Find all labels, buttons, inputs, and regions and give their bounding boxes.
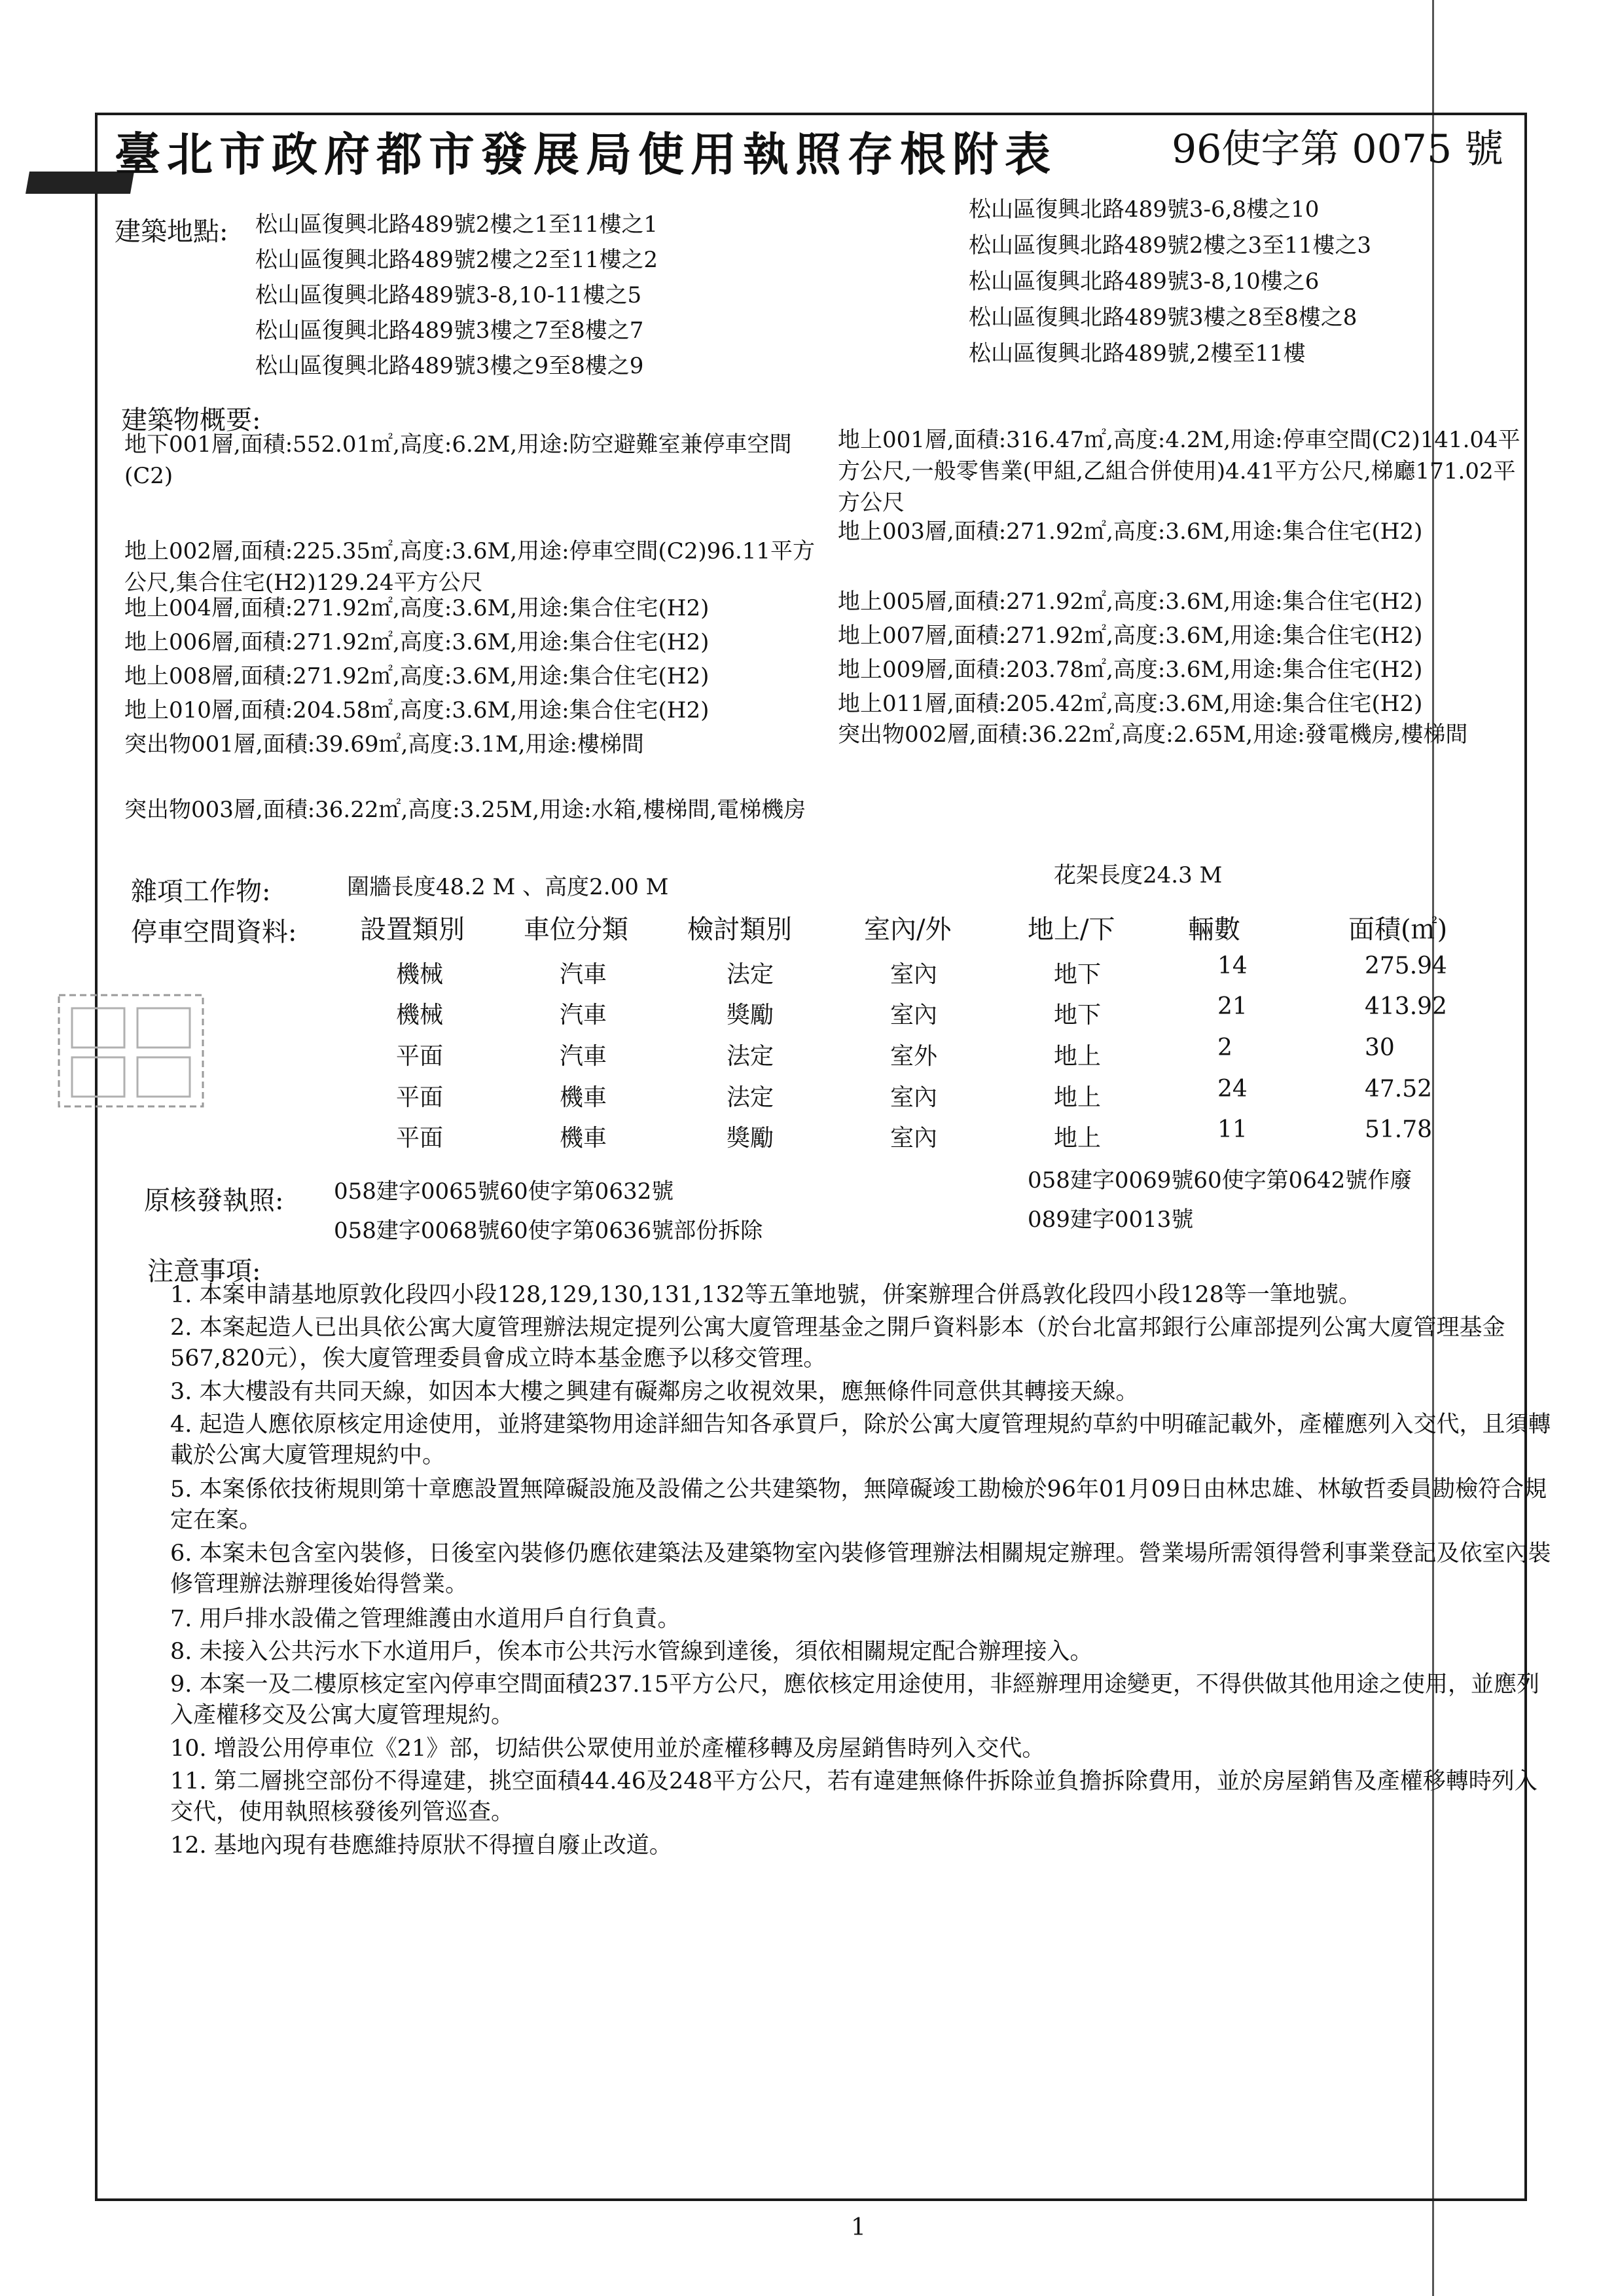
parking-header-count: 輛數 xyxy=(1188,915,1240,945)
note-item: 6. 本案未包含室內裝修，日後室內裝修仍應依建築法及建築物室內裝修管理辦法相關規定辦理。營業場所需領得營利事業登記及依室內裝修管理辦法辦理後始得營業。 xyxy=(170,1540,1551,1597)
parking-cell: 機車 xyxy=(560,1125,607,1152)
location-right-3: 松山區復興北路489號3-8,10樓之6 xyxy=(969,268,1320,295)
original-item-2: 058建字0069號60使字第0642號作廢 xyxy=(1028,1167,1412,1194)
parking-cell: 平面 xyxy=(396,1125,444,1152)
location-label: 建築地點: xyxy=(115,217,228,247)
permit-number: 96使字第 0075 號 xyxy=(1172,126,1504,172)
overview-1f: 地上001層,面積:316.47㎡,高度:4.2M,用途:停車空間(C2)141.04平方公尺,一般零售業(甲組,乙組合併使用)4.41平方公尺,梯廳171.02平方公尺 xyxy=(838,427,1520,516)
location-left-1: 松山區復興北路489號2樓之1至11樓之1 xyxy=(255,211,658,238)
parking-cell: 獎勵 xyxy=(727,1002,774,1029)
parking-cell: 24 xyxy=(1217,1076,1248,1102)
parking-cell: 法定 xyxy=(727,961,774,988)
parking-header-area: 面積(㎡) xyxy=(1348,915,1448,945)
misc-wall: 圍牆長度48.2 M 、高度2.00 M xyxy=(347,874,669,900)
parking-cell: 機車 xyxy=(560,1084,607,1111)
parking-cell: 2 xyxy=(1217,1034,1232,1061)
original-item-3: 058建字0068號60使字第0636號部份拆除 xyxy=(334,1218,763,1244)
location-right-1: 松山區復興北路489號3-6,8樓之10 xyxy=(969,196,1320,223)
overview-3f: 地上003層,面積:271.92㎡,高度:3.6M,用途:集合住宅(H2) xyxy=(838,519,1423,545)
misc-trellis: 花架長度24.3 M xyxy=(1054,862,1223,888)
overview-6f: 地上006層,面積:271.92㎡,高度:3.6M,用途:集合住宅(H2) xyxy=(124,629,710,655)
parking-cell: 413.92 xyxy=(1365,993,1447,1020)
overview-4f: 地上004層,面積:271.92㎡,高度:3.6M,用途:集合住宅(H2) xyxy=(124,595,710,621)
parking-cell: 地下 xyxy=(1054,961,1102,988)
overview-11f: 地上011層,面積:205.42㎡,高度:3.6M,用途:集合住宅(H2) xyxy=(838,691,1423,717)
note-item: 9. 本案一及二樓原核定室內停車空間面積237.15平方公尺，應依核定用途使用，非經辦理用途變更，不得供做其他用途之使用，並應列入產權移交及公寓大廈管理規約。 xyxy=(170,1671,1539,1728)
parking-header-type: 設置類別 xyxy=(360,915,465,945)
parking-cell: 地下 xyxy=(1054,1002,1102,1029)
location-left-2: 松山區復興北路489號2樓之2至11樓之2 xyxy=(255,247,658,273)
location-right-4: 松山區復興北路489號3樓之8至8樓之8 xyxy=(969,304,1357,331)
overview-roof3: 突出物003層,面積:36.22㎡,高度:3.25M,用途:水箱,樓梯間,電梯機房 xyxy=(124,797,806,823)
note-item: 7. 用戶排水設備之管理維護由水道用戶自行負責。 xyxy=(170,1606,681,1632)
original-item-4: 089建字0013號 xyxy=(1028,1207,1194,1233)
original-label: 原核發執照: xyxy=(144,1186,284,1216)
parking-cell: 平面 xyxy=(396,1084,444,1111)
note-item: 10. 增設公用停車位《21》部，切結供公眾使用並於產權移轉及房屋銷售時列入交代。 xyxy=(170,1736,1045,1762)
parking-cell: 機械 xyxy=(396,1002,444,1029)
parking-cell: 法定 xyxy=(727,1084,774,1111)
parking-cell: 21 xyxy=(1217,993,1248,1020)
parking-cell: 室內 xyxy=(890,1125,938,1152)
location-right-2: 松山區復興北路489號2樓之3至11樓之3 xyxy=(969,232,1372,259)
parking-cell: 14 xyxy=(1217,953,1248,979)
parking-cell: 汽車 xyxy=(560,961,607,988)
parking-cell: 室內 xyxy=(890,961,938,988)
parking-cell: 地上 xyxy=(1054,1084,1102,1111)
note-item: 4. 起造人應依原核定用途使用，並將建築物用途詳細告知各承買戶，除於公寓大廈管理規約草約中明確記載外，產權應列入交代，且須轉載於公寓大廈管理規約中。 xyxy=(170,1412,1551,1468)
overview-roof2: 突出物002層,面積:36.22㎡,高度:2.65M,用途:發電機房,樓梯間 xyxy=(838,721,1468,748)
parking-cell: 地上 xyxy=(1054,1043,1102,1070)
parking-cell: 275.94 xyxy=(1365,953,1447,979)
overview-10f: 地上010層,面積:204.58㎡,高度:3.6M,用途:集合住宅(H2) xyxy=(124,697,710,723)
location-left-3: 松山區復興北路489號3-8,10-11樓之5 xyxy=(255,282,642,308)
parking-header-review: 檢討類別 xyxy=(687,915,792,945)
parking-cell: 室內 xyxy=(890,1002,938,1029)
parking-cell: 汽車 xyxy=(560,1043,607,1070)
overview-b1: 地下001層,面積:552.01㎡,高度:6.2M,用途:防空避難室兼停車空間(C2) xyxy=(124,431,792,489)
overview-2f: 地上002層,面積:225.35㎡,高度:3.6M,用途:停車空間(C2)96.11平方公尺,集合住宅(H2)129.24平方公尺 xyxy=(124,538,816,596)
overview-label: 建築物概要: xyxy=(121,405,261,435)
parking-header-level: 地上/下 xyxy=(1028,915,1115,945)
document-title: 臺北市政府都市發展局使用執照存根附表 xyxy=(115,127,1057,181)
overview-7f: 地上007層,面積:271.92㎡,高度:3.6M,用途:集合住宅(H2) xyxy=(838,623,1423,649)
note-item: 8. 未接入公共污水下水道用戶，俟本市公共污水管線到達後，須依相關規定配合辦理接入。 xyxy=(170,1639,1093,1665)
parking-cell: 獎勵 xyxy=(727,1125,774,1152)
page-number: 1 xyxy=(851,2214,866,2241)
overview-5f: 地上005層,面積:271.92㎡,高度:3.6M,用途:集合住宅(H2) xyxy=(838,589,1423,615)
parking-cell: 汽車 xyxy=(560,1002,607,1029)
parking-cell: 室外 xyxy=(890,1043,938,1070)
original-item-1: 058建字0065號60使字第0632號 xyxy=(334,1178,674,1205)
overview-8f: 地上008層,面積:271.92㎡,高度:3.6M,用途:集合住宅(H2) xyxy=(124,663,710,689)
parking-header-class: 車位分類 xyxy=(524,915,628,945)
location-left-4: 松山區復興北路489號3樓之7至8樓之7 xyxy=(255,318,644,344)
note-item: 2. 本案起造人已出具依公寓大廈管理辦法規定提列公寓大廈管理基金之開戶資料影本（於台北富邦銀行公庫部提列公寓大廈管理基金567,820元），俟大廈管理委員會成立時本基金應予以移交管理。 xyxy=(170,1315,1505,1372)
parking-cell: 30 xyxy=(1365,1034,1395,1061)
misc-label: 雜項工作物: xyxy=(131,877,271,907)
note-item: 5. 本案係依技術規則第十章應設置無障礙設施及設備之公共建築物，無障礙竣工勘檢於96年01月09日由林忠雄、林敏哲委員勘檢符合規定在案。 xyxy=(170,1476,1547,1533)
parking-cell: 室內 xyxy=(890,1084,938,1111)
overview-roof1: 突出物001層,面積:39.69㎡,高度:3.1M,用途:樓梯間 xyxy=(124,731,644,757)
parking-cell: 法定 xyxy=(727,1043,774,1070)
parking-cell: 平面 xyxy=(396,1043,444,1070)
overview-9f: 地上009層,面積:203.78㎡,高度:3.6M,用途:集合住宅(H2) xyxy=(838,657,1423,683)
note-item: 1. 本案申請基地原敦化段四小段128,129,130,131,132等五筆地號，併案辦理合併爲敦化段四小段128等一筆地號。 xyxy=(170,1282,1361,1308)
parking-cell: 地上 xyxy=(1054,1125,1102,1152)
scanned-stamp-mark xyxy=(52,989,209,1113)
parking-cell: 機械 xyxy=(396,961,444,988)
parking-header-inout: 室內/外 xyxy=(864,915,952,945)
parking-cell: 51.78 xyxy=(1365,1116,1433,1143)
location-left-5: 松山區復興北路489號3樓之9至8樓之9 xyxy=(255,353,644,379)
location-right-5: 松山區復興北路489號,2樓至11樓 xyxy=(969,340,1306,367)
note-item: 12. 基地內現有巷應維持原狀不得擅自廢止改道。 xyxy=(170,1832,672,1859)
notes-label: 注意事項: xyxy=(147,1256,261,1286)
parking-cell: 11 xyxy=(1217,1116,1248,1143)
parking-cell: 47.52 xyxy=(1365,1076,1433,1102)
note-item: 11. 第二層挑空部份不得違建，挑空面積44.46及248平方公尺，若有違建無條件拆除並負擔拆除費用，並於房屋銷售及產權移轉時列入交代，使用執照核發後列管巡查。 xyxy=(170,1768,1537,1825)
parking-label: 停車空間資料: xyxy=(131,917,297,947)
note-item: 3. 本大樓設有共同天線，如因本大樓之興建有礙鄰房之收視效果，應無條件同意供其轉接天線。 xyxy=(170,1379,1139,1405)
